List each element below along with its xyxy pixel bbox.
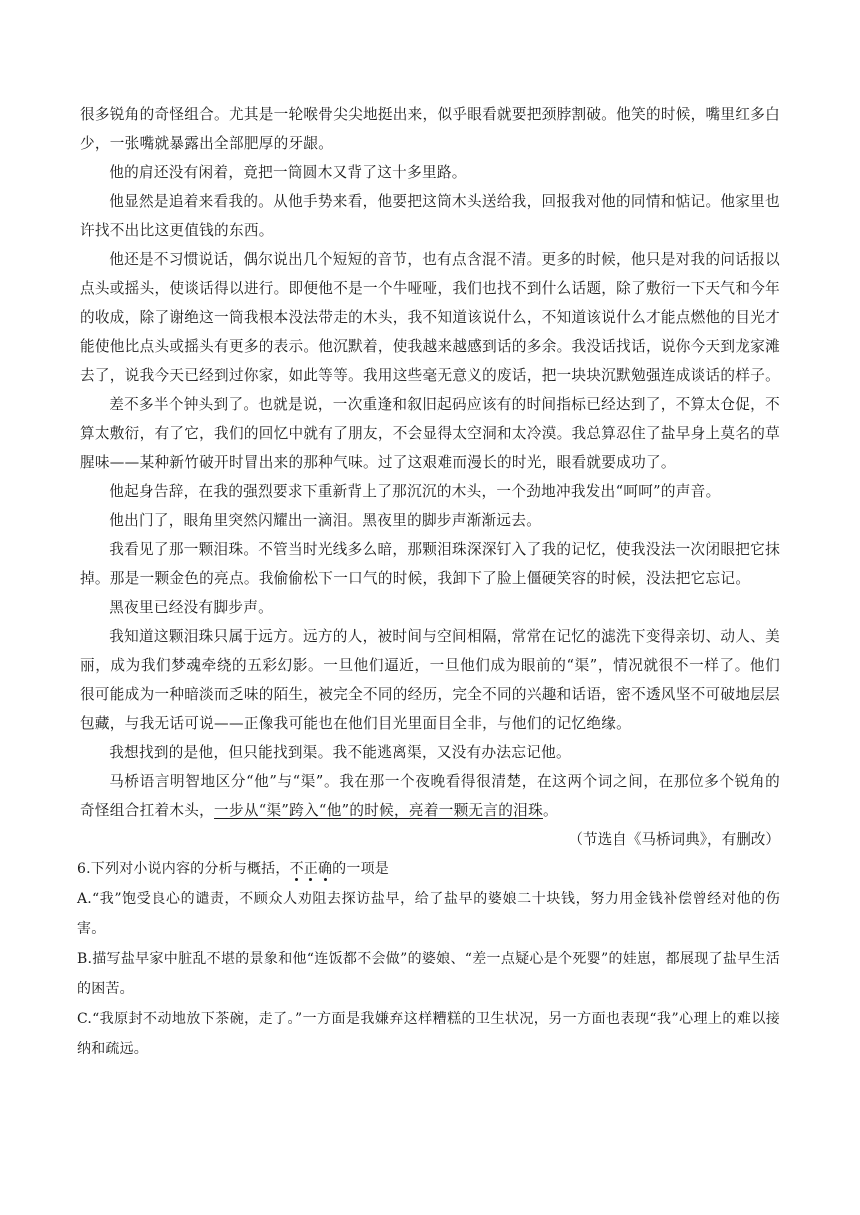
passage-paragraph: 很多锐角的奇怪组合。尤其是一轮喉骨尖尖地挺出来，似乎眼看就要把颈脖割破。他笑的时候，嘴里红多白少，一张嘴就暴露出全部肥厚的牙龈。 [80,106,781,152]
question-stem-end: 的一项是 [332,861,389,877]
emphasis-char: 不 [289,861,304,877]
passage-body [77,100,781,1064]
passage-paragraph: 他起身告辞，在我的强烈要求下重新背上了那沉沉的木头，一个劲地冲我发出“呵呵”的声音。 [109,483,721,500]
passage-paragraph: 我知道这颗泪珠只属于远方。远方的人，被时间与空间相隔，常常在记忆的滤洗下变得亲切、动人、美丽，成为我们梦魂牵绕的五彩幻影。一旦他们逼近，一旦他们成为眼前的“渠”，情况就很不一样了。他们很可能成为一种暗淡而乏味的陌生，被完全不同的经历，完全不同的兴趣和话语，密不透风坚不可破地层层包藏，与我无话可说——正像我可能也在他们目光里面目全非，与他们的记忆绝缘。 [80,628,781,732]
passage-final-paragraph [80,767,780,825]
passage-paragraph: 差不多半个钟头到了。也就是说，一次重逢和叙旧起码应该有的时间指标已经达到了，不算太仓促，不算太敷衍，有了它，我们的回忆中就有了朋友，不会显得太空洞和太冷漠。我总算忍住了盐早身上莫名的草腥味——某种新竹破开时冒出来的那种气味。过了这艰难而漫长的时光，眼看就要成功了。 [80,396,781,471]
passage-paragraph: 他显然是追着来看我的。从他手势来看，他要把这筒木头送给我，回报我对他的同情和惦记。他家里也许找不出比这更值钱的东西。 [80,193,780,239]
question-stem-text: 6.下列对小说内容的分析与概括， [77,861,290,877]
final-paragraph-text: 马桥语言明智地区分“他”与“渠”。我在那一个夜晚看得很清楚，在这两个词之间，在那位多个锐角的奇怪组合扛着木头， [80,773,780,819]
passage-paragraph: 我想找到的是他，但只能找到渠。我不能逃离渠，又没有办法忘记他。 [109,744,571,761]
option-b: B.描写盐早家中脏乱不堪的景象和他“连饭都不会做”的婆娘、“差一点疑心是个死婴”的娃崽，都展现了盐早生活的困苦。 [77,951,780,997]
emphasis-char: 确 [317,861,333,877]
passage-paragraph: 他的肩还没有闲着，竟把一筒圆木又背了这十多里路。 [109,164,467,181]
source-citation: （节选自《马桥词典》，有删改） [568,831,780,848]
option-a: A.“我”饱受良心的谴责，不顾众人劝阻去探访盐早，给了盐早的婆娘二十块钱，努力用金钱补偿曾经对他的伤害。 [77,891,780,937]
passage-paragraph: 他还是不习惯说话，偶尔说出几个短短的音节，也有点含混不清。更多的时候，他只是对我的问话报以点头或摇头，使谈话得以进行。即便他不是一个牛哑哑，我们也找不到什么话题，除了敷衍一下天气和今年的收成，除了谢绝这一筒我根本没法带走的木头，我不知道该说什么，不知道该说什么才能点燃他的目光才能使他比点头或摇头有更多的表示。他沉默着，使我越来越感到话的多余。我没话找话，说你今天到龙家滩去了，说我今天已经到过你家，如此等等。我用这些毫无意义的废话，把一块块沉默勉强连成谈话的样子。 [80,251,781,384]
passage-paragraph: 我看见了那一颗泪珠。不管当时光线多么暗，那颗泪珠深深钉入了我的记忆，使我没法一次闭眼把它抹掉。那是一颗金色的亮点。我偷偷松下一口气的时候，我卸下了脸上僵硬笑容的时候，没法把它忘记。 [80,541,780,587]
question-6 [77,854,780,1064]
underlined-sentence: 一步从“渠”跨入“他”的时候，亮着一颗无言的泪珠 [214,802,543,819]
emphasis-char: 正 [303,861,318,877]
option-c: C.“我原封不动地放下茶碗，走了。”一方面是我嫌弃这样糟糕的卫生状况，另一方面也表现“我”心理上的难以接纳和疏远。 [77,1011,780,1057]
passage-paragraph: 他出门了，眼角里突然闪耀出一滴泪。黑夜里的脚步声渐渐远去。 [109,512,542,529]
passage-paragraph: 黑夜里已经没有脚步声。 [109,599,274,616]
final-paragraph-end: 。 [542,802,558,819]
question-stem [77,854,780,884]
